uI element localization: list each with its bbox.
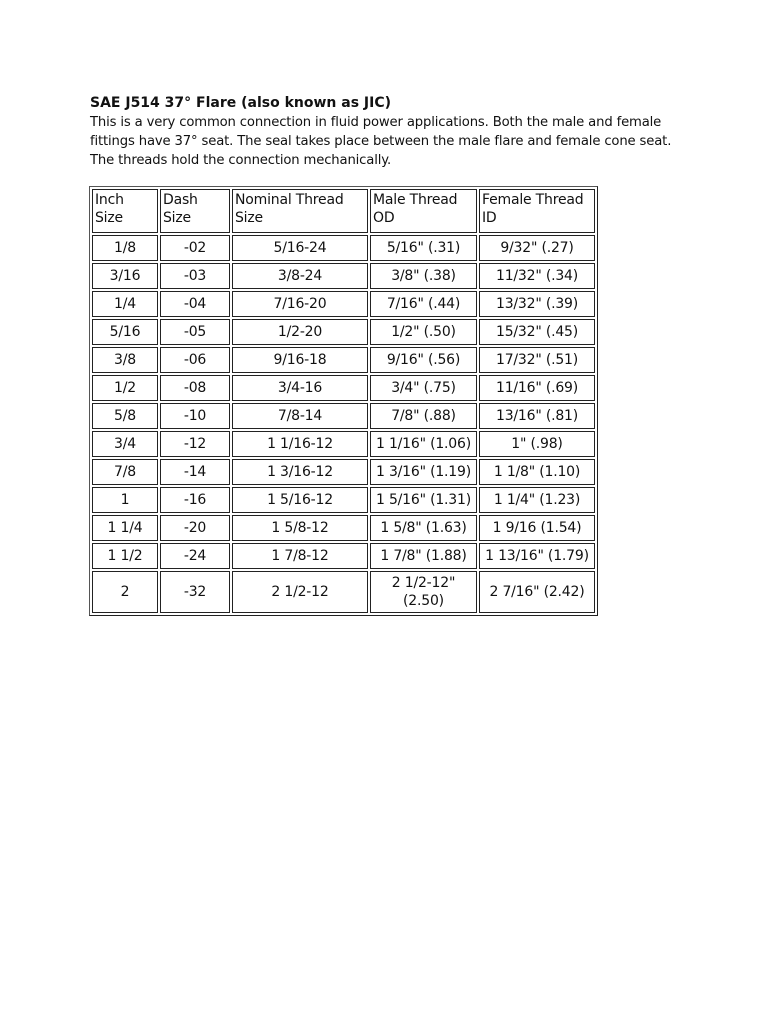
cell-female-id: 1 1/4" (1.23)	[479, 487, 595, 513]
cell-female-id: 11/32" (.34)	[479, 263, 595, 289]
cell-dash-size: -02	[160, 235, 230, 261]
cell-inch-size: 3/8	[92, 347, 158, 373]
document-body	[90, 94, 690, 170]
cell-dash-size: -04	[160, 291, 230, 317]
cell-female-id: 2 7/16" (2.42)	[479, 571, 595, 613]
cell-inch-size: 1/2	[92, 375, 158, 401]
cell-male-od: 7/8" (.88)	[370, 403, 477, 429]
cell-nominal-thread: 2 1/2-12	[232, 571, 368, 613]
cell-inch-size: 7/8	[92, 459, 158, 485]
cell-female-id: 13/32" (.39)	[479, 291, 595, 317]
cell-female-id: 1 1/8" (1.10)	[479, 459, 595, 485]
cell-inch-size: 1/8	[92, 235, 158, 261]
cell-dash-size: -06	[160, 347, 230, 373]
cell-dash-size: -10	[160, 403, 230, 429]
cell-male-od: 1 5/16" (1.31)	[370, 487, 477, 513]
table-row	[92, 515, 595, 541]
intro-paragraph: This is a very common connection in fluid power applications. Both the male and female fittings have 37° seat. The seal takes place between the male flare and female cone seat. The threads hold the connection mechanically.	[90, 115, 672, 168]
cell-dash-size: -24	[160, 543, 230, 569]
cell-nominal-thread: 1/2-20	[232, 319, 368, 345]
cell-inch-size: 1 1/2	[92, 543, 158, 569]
table-row	[92, 263, 595, 289]
cell-male-od: 3/4" (.75)	[370, 375, 477, 401]
table-row	[92, 543, 595, 569]
cell-dash-size: -05	[160, 319, 230, 345]
cell-inch-size: 2	[92, 571, 158, 613]
cell-inch-size: 3/16	[92, 263, 158, 289]
cell-female-id: 1" (.98)	[479, 431, 595, 457]
header-dash-size: Dash Size	[160, 189, 230, 233]
cell-nominal-thread: 1 5/16-12	[232, 487, 368, 513]
table-row	[92, 235, 595, 261]
cell-female-id: 1 13/16" (1.79)	[479, 543, 595, 569]
cell-inch-size: 1	[92, 487, 158, 513]
cell-male-od: 1 5/8" (1.63)	[370, 515, 477, 541]
table-header-row	[92, 189, 595, 233]
header-inch-size: Inch Size	[92, 189, 158, 233]
cell-male-od: 1 7/8" (1.88)	[370, 543, 477, 569]
cell-male-od: 7/16" (.44)	[370, 291, 477, 317]
cell-nominal-thread: 3/4-16	[232, 375, 368, 401]
table-row	[92, 431, 595, 457]
table-row	[92, 375, 595, 401]
cell-dash-size: -12	[160, 431, 230, 457]
cell-male-od: 1/2" (.50)	[370, 319, 477, 345]
header-male-thread-od: Male Thread OD	[370, 189, 477, 233]
table-row	[92, 403, 595, 429]
table-row	[92, 347, 595, 373]
cell-female-id: 13/16" (.81)	[479, 403, 595, 429]
cell-female-id: 15/32" (.45)	[479, 319, 595, 345]
header-nominal-thread-size: Nominal Thread Size	[232, 189, 368, 233]
cell-nominal-thread: 1 3/16-12	[232, 459, 368, 485]
cell-male-od: 1 1/16" (1.06)	[370, 431, 477, 457]
cell-dash-size: -14	[160, 459, 230, 485]
cell-female-id: 17/32" (.51)	[479, 347, 595, 373]
cell-nominal-thread: 1 5/8-12	[232, 515, 368, 541]
cell-nominal-thread: 1 1/16-12	[232, 431, 368, 457]
cell-inch-size: 5/8	[92, 403, 158, 429]
cell-nominal-thread: 7/16-20	[232, 291, 368, 317]
cell-female-id: 1 9/16 (1.54)	[479, 515, 595, 541]
cell-nominal-thread: 3/8-24	[232, 263, 368, 289]
cell-female-id: 9/32" (.27)	[479, 235, 595, 261]
cell-nominal-thread: 7/8-14	[232, 403, 368, 429]
cell-male-od: 9/16" (.56)	[370, 347, 477, 373]
table-row	[92, 319, 595, 345]
cell-female-id: 11/16" (.69)	[479, 375, 595, 401]
cell-dash-size: -03	[160, 263, 230, 289]
cell-male-od: 3/8" (.38)	[370, 263, 477, 289]
cell-inch-size: 5/16	[92, 319, 158, 345]
table-row	[92, 459, 595, 485]
table-row	[92, 487, 595, 513]
flare-spec-table	[89, 186, 598, 616]
table-row	[92, 291, 595, 317]
cell-nominal-thread: 1 7/8-12	[232, 543, 368, 569]
cell-male-od: 1 3/16" (1.19)	[370, 459, 477, 485]
cell-inch-size: 1/4	[92, 291, 158, 317]
table-row	[92, 571, 595, 613]
cell-inch-size: 3/4	[92, 431, 158, 457]
cell-inch-size: 1 1/4	[92, 515, 158, 541]
cell-dash-size: -08	[160, 375, 230, 401]
document-title: SAE J514 37° Flare (also known as JIC)	[90, 95, 391, 111]
cell-nominal-thread: 9/16-18	[232, 347, 368, 373]
header-female-thread-id: Female Thread ID	[479, 189, 595, 233]
cell-dash-size: -20	[160, 515, 230, 541]
cell-male-od: 2 1/2-12" (2.50)	[370, 571, 477, 613]
cell-male-od: 5/16" (.31)	[370, 235, 477, 261]
cell-dash-size: -16	[160, 487, 230, 513]
cell-nominal-thread: 5/16-24	[232, 235, 368, 261]
cell-dash-size: -32	[160, 571, 230, 613]
